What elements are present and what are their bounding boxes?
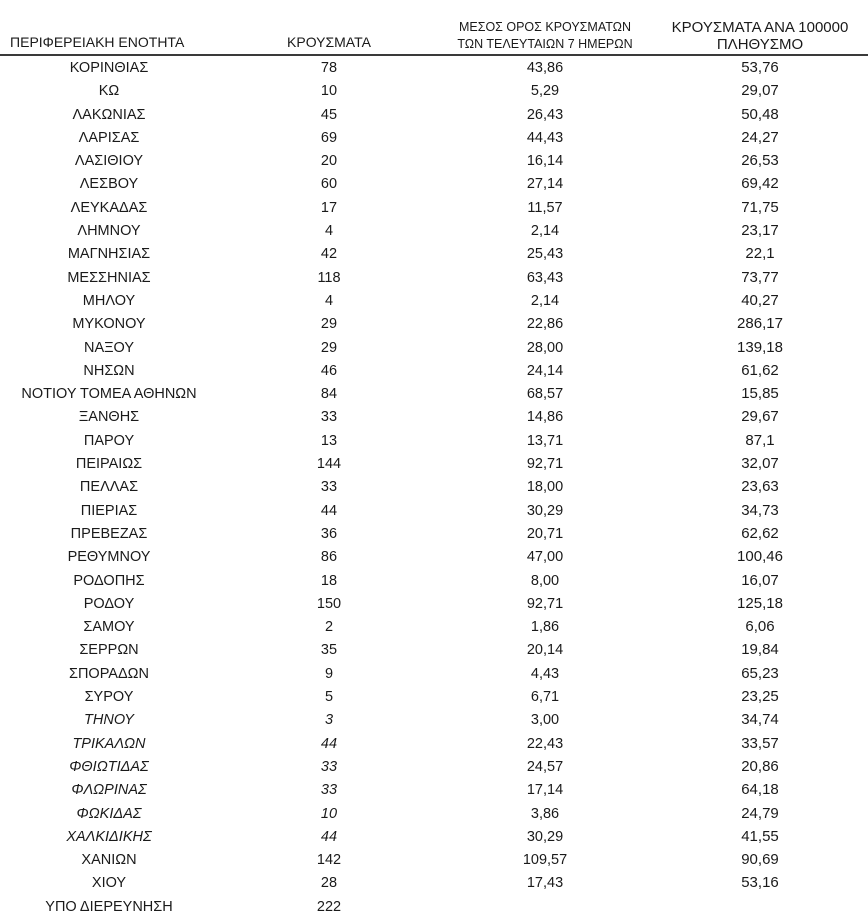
table-row	[0, 58, 868, 81]
avg7-cell: 92,71	[526, 595, 564, 612]
avg7-cell: 63,43	[526, 269, 564, 286]
cases-cell: 222	[316, 898, 342, 915]
table-header	[0, 0, 868, 56]
per100k-cell: 41,55	[741, 827, 779, 845]
header-per-100k-line2: ΠΛΗΘΥΣΜΟ	[716, 36, 804, 53]
avg7-cell: 22,86	[526, 316, 564, 333]
per100k-cell: 22,1	[745, 245, 775, 263]
table-row	[0, 431, 868, 454]
cases-cell: 144	[316, 456, 342, 473]
per100k-cell: 64,18	[741, 781, 779, 799]
region-cell: ΧΙΟΥ	[91, 875, 127, 892]
cases-cell: 42	[320, 246, 338, 263]
avg7-cell: 1,86	[530, 619, 560, 636]
region-cell: ΝΗΣΩΝ	[83, 362, 135, 379]
header-7day-average-line2: ΤΩΝ ΤΕΛΕΥΤΑΙΩΝ 7 ΗΜΕΡΩΝ	[457, 37, 633, 51]
region-cell: ΦΩΚΙΔΑΣ	[76, 805, 142, 822]
region-cell: ΦΛΩΡΙΝΑΣ	[71, 782, 147, 799]
table-row	[0, 780, 868, 803]
avg7-cell: 22,43	[526, 735, 564, 752]
avg7-cell: 20,71	[526, 525, 564, 542]
cases-cell: 86	[320, 549, 338, 566]
cases-cell: 36	[320, 525, 338, 542]
table-row	[0, 547, 868, 570]
table-row	[0, 501, 868, 524]
avg7-cell: 44,43	[526, 129, 564, 146]
cases-cell: 33	[320, 409, 338, 426]
avg7-cell: 30,29	[526, 828, 564, 845]
table-row	[0, 477, 868, 500]
per100k-cell: 24,79	[741, 804, 779, 822]
table-row	[0, 128, 868, 151]
per100k-cell: 34,73	[741, 501, 779, 519]
region-cell: ΠΕΛΛΑΣ	[79, 479, 139, 496]
table-row	[0, 804, 868, 827]
region-cell: ΜΑΓΝΗΣΙΑΣ	[67, 246, 151, 263]
cases-cell: 118	[317, 269, 341, 286]
per100k-cell: 20,86	[741, 757, 779, 775]
per100k-cell: 24,27	[741, 128, 779, 146]
avg7-cell: 30,29	[526, 502, 564, 519]
cases-cell: 10	[320, 83, 338, 100]
per100k-cell: 71,75	[741, 198, 779, 216]
region-cell: ΡΕΘΥΜΝΟΥ	[67, 549, 151, 566]
avg7-cell: 27,14	[526, 176, 564, 193]
header-7day-average	[440, 19, 650, 53]
table-row	[0, 594, 868, 617]
table-row	[0, 151, 868, 174]
per100k-cell: 53,76	[741, 59, 779, 76]
region-cell: ΛΑΡΙΣΑΣ	[78, 129, 140, 146]
cases-cell: 29	[320, 316, 338, 333]
cases-cell: 142	[316, 852, 342, 869]
cases-cell: 4	[324, 223, 334, 240]
avg7-cell: 92,71	[526, 456, 564, 473]
cases-cell: 150	[316, 595, 342, 612]
avg7-cell: 68,57	[526, 386, 564, 403]
table-row	[0, 384, 868, 407]
table-row	[0, 664, 868, 687]
avg7-cell: 17,43	[526, 875, 564, 892]
header-7day-average-line1: ΜΕΣΟΣ ΟΡΟΣ ΚΡΟΥΣΜΑΤΩΝ	[458, 20, 632, 34]
region-cell: ΦΘΙΩΤΙΔΑΣ	[69, 758, 149, 775]
header-cases: ΚΡΟΥΣΜΑΤΑ	[287, 34, 371, 50]
table-row	[0, 268, 868, 291]
avg7-cell: 6,71	[530, 689, 560, 706]
table-row	[0, 314, 868, 337]
region-cell: ΛΕΣΒΟΥ	[79, 176, 139, 193]
avg7-cell: 24,57	[526, 758, 564, 775]
per100k-cell: 26,53	[741, 152, 779, 170]
cases-cell: 2	[324, 619, 334, 636]
cases-cell: 78	[320, 60, 338, 76]
region-cell: ΣΑΜΟΥ	[83, 619, 135, 636]
cases-cell: 5	[324, 689, 334, 706]
region-cell: ΝΟΤΙΟΥ ΤΟΜΕΑ ΑΘΗΝΩΝ	[21, 386, 197, 403]
per100k-cell: 15,85	[741, 385, 779, 403]
table-row	[0, 105, 868, 128]
region-cell: ΠΕΙΡΑΙΩΣ	[75, 456, 143, 473]
cases-cell: 4	[324, 292, 334, 309]
region-cell: ΞΑΝΘΗΣ	[78, 409, 140, 426]
table-row	[0, 81, 868, 104]
per100k-cell: 33,57	[741, 734, 779, 752]
region-cell: ΡΟΔΟΠΗΣ	[73, 572, 145, 589]
avg7-cell: 8,00	[530, 572, 560, 589]
avg7-cell: 3,86	[530, 805, 560, 822]
per100k-cell: 286,17	[737, 315, 783, 333]
avg7-cell: 109,57	[522, 852, 568, 869]
per100k-cell: 23,25	[741, 688, 779, 706]
per100k-cell: 40,27	[741, 291, 779, 309]
per100k-cell: 125,18	[737, 594, 783, 612]
avg7-cell: 17,14	[526, 782, 564, 799]
per100k-cell: 139,18	[737, 338, 783, 356]
region-cell: ΛΕΥΚΑΔΑΣ	[70, 199, 148, 216]
table-row	[0, 524, 868, 547]
avg7-cell: 20,14	[526, 642, 564, 659]
cases-cell: 20	[320, 153, 338, 170]
table-row	[0, 640, 868, 663]
cases-cell: 84	[320, 386, 338, 403]
region-cell: ΝΑΞΟΥ	[83, 339, 135, 356]
per100k-cell: 69,42	[741, 175, 779, 193]
per100k-cell: 73,77	[741, 268, 779, 286]
avg7-cell: 26,43	[526, 106, 564, 123]
region-cell: ΡΟΔΟΥ	[83, 595, 135, 612]
cases-cell: 33	[320, 782, 338, 799]
region-cell: ΣΥΡΟΥ	[84, 689, 134, 706]
cases-cell: 35	[320, 642, 338, 659]
table-row	[0, 244, 868, 267]
per100k-cell: 53,16	[741, 874, 779, 892]
region-cell: ΠΙΕΡΙΑΣ	[80, 502, 138, 519]
per100k-cell: 50,48	[741, 105, 779, 123]
cases-cell: 44	[320, 735, 338, 752]
per100k-cell: 6,06	[745, 618, 775, 636]
table-row	[0, 710, 868, 733]
region-cell: ΧΑΛΚΙΔΙΚΗΣ	[66, 828, 152, 845]
table-row	[0, 687, 868, 710]
per100k-cell: 34,74	[741, 711, 779, 729]
cases-cell: 3	[324, 712, 334, 729]
avg7-cell: 4,43	[530, 665, 560, 682]
region-cell: ΠΡΕΒΕΖΑΣ	[70, 525, 148, 542]
avg7-cell: 25,43	[526, 246, 564, 263]
region-cell: ΣΕΡΡΩΝ	[79, 642, 139, 659]
header-per-100k-line1: ΚΡΟΥΣΜΑΤΑ ΑΝΑ 100000	[671, 19, 849, 36]
header-region: ΠΕΡΙΦΕΡΕΙΑΚΗ ΕΝΟΤΗΤΑ	[10, 34, 185, 50]
cases-cell: 18	[320, 572, 338, 589]
region-cell: ΜΥΚΟΝΟΥ	[72, 316, 146, 333]
avg7-cell: 16,14	[526, 153, 564, 170]
avg7-cell: 18,00	[526, 479, 564, 496]
region-cell: ΜΕΣΣΗΝΙΑΣ	[67, 269, 151, 286]
avg7-cell: 43,86	[526, 60, 564, 76]
avg7-cell: 28,00	[526, 339, 564, 356]
table-row	[0, 454, 868, 477]
avg7-cell: 13,71	[526, 432, 564, 449]
per100k-cell: 23,17	[741, 222, 779, 240]
cases-cell: 60	[320, 176, 338, 193]
per100k-cell: 90,69	[741, 851, 779, 869]
avg7-cell: 3,00	[530, 712, 560, 729]
cases-cell: 28	[320, 875, 338, 892]
table-row	[0, 873, 868, 896]
table-row	[0, 361, 868, 384]
region-cell: ΣΠΟΡΑΔΩΝ	[69, 665, 149, 682]
cases-cell: 45	[320, 106, 338, 123]
region-cell: ΥΠΟ ΔΙΕΡΕΥΝΗΣΗ	[45, 898, 173, 915]
per100k-cell: 87,1	[745, 431, 775, 449]
table-row	[0, 734, 868, 757]
per100k-cell: 32,07	[741, 455, 779, 473]
cases-cell: 10	[320, 805, 338, 822]
avg7-cell: 47,00	[526, 549, 564, 566]
table-row	[0, 897, 868, 920]
table-row	[0, 827, 868, 850]
cases-cell: 29	[320, 339, 338, 356]
table-row	[0, 757, 868, 780]
region-cell: ΛΗΜΝΟΥ	[77, 223, 141, 240]
cases-cell: 17	[320, 199, 338, 216]
avg7-cell: 24,14	[526, 362, 564, 379]
cases-cell: 44	[320, 828, 338, 845]
region-cell: ΜΗΛΟΥ	[82, 292, 136, 309]
cases-cell: 69	[320, 129, 338, 146]
table-row	[0, 174, 868, 197]
per100k-cell: 65,23	[741, 664, 779, 682]
per100k-cell: 61,62	[741, 361, 779, 379]
table-row	[0, 338, 868, 361]
avg7-cell: 11,57	[527, 199, 563, 216]
region-cell: ΛΑΚΩΝΙΑΣ	[72, 106, 146, 123]
avg7-cell: 14,86	[526, 409, 564, 426]
avg7-cell: 5,29	[530, 83, 560, 100]
table-row	[0, 198, 868, 221]
region-cell: ΠΑΡΟΥ	[83, 432, 135, 449]
region-cell: ΤΡΙΚΑΛΩΝ	[72, 735, 146, 752]
cases-cell: 9	[324, 665, 334, 682]
per100k-cell: 62,62	[741, 524, 779, 542]
table-row	[0, 617, 868, 640]
per100k-cell: 29,07	[741, 82, 779, 100]
avg7-cell: 2,14	[530, 292, 560, 309]
per100k-cell: 19,84	[741, 641, 779, 659]
table-row	[0, 221, 868, 244]
cases-cell: 33	[320, 479, 338, 496]
header-per-100k	[652, 19, 868, 53]
region-cell: ΛΑΣΙΘΙΟΥ	[74, 153, 144, 170]
region-cell: ΧΑΝΙΩΝ	[81, 852, 137, 869]
table-row	[0, 291, 868, 314]
cases-cell: 33	[320, 758, 338, 775]
table-row	[0, 571, 868, 594]
per100k-cell: 23,63	[741, 478, 779, 496]
region-cell: ΤΗΝΟΥ	[84, 712, 134, 729]
per100k-cell: 29,67	[741, 408, 779, 426]
per100k-cell: 16,07	[741, 571, 779, 589]
table-row	[0, 850, 868, 873]
table-body	[0, 58, 868, 920]
region-cell: ΚΩ	[98, 83, 120, 100]
avg7-cell: 2,14	[530, 223, 560, 240]
cases-cell: 44	[320, 502, 338, 519]
per100k-cell: 100,46	[737, 548, 783, 566]
region-cell: ΚΟΡΙΝΘΙΑΣ	[69, 60, 149, 76]
table-row	[0, 407, 868, 430]
cases-cell: 46	[320, 362, 338, 379]
cases-cell: 13	[320, 432, 338, 449]
